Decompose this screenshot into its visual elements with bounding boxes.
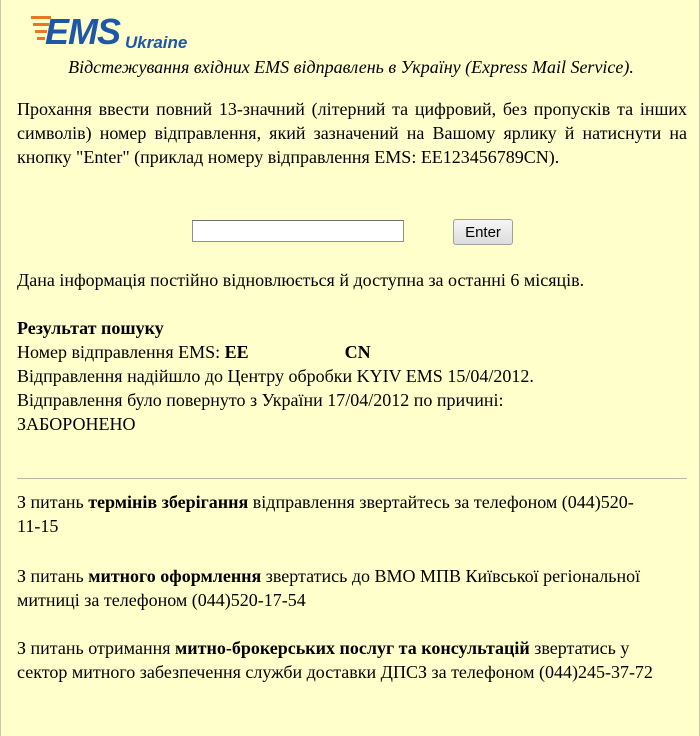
tracking-number-input[interactable] xyxy=(192,220,404,242)
search-form xyxy=(1,219,700,247)
contact-brokerage-pre: З питань отримання xyxy=(17,638,175,658)
info-text: Дана інформація постійно відновлюється й доступна за останні 6 місяців. xyxy=(17,270,585,290)
contact-customs-pre: З питань xyxy=(17,566,89,586)
tracking-number-label: Номер відправлення EMS: xyxy=(17,342,221,362)
enter-button[interactable]: Enter xyxy=(453,219,513,245)
page-subtitle: Відстежування вхідних EMS відправлень в Україну (Express Mail Service). xyxy=(68,57,634,77)
contact-brokerage-topic: митно-брокерських послуг та консультацій xyxy=(174,638,530,658)
return-reason: ЗАБОРОНЕНО xyxy=(17,414,136,434)
tracking-number-prefix: EE xyxy=(224,342,249,362)
status-line-returned: Відправлення було повернуто з України 17/04/2012 по причині: xyxy=(17,390,504,410)
logo-ems-text: EMS xyxy=(45,11,121,52)
instructions-text: Прохання ввести повний 13-значний (літерний та цифровий, без пропусків та інших символів) номер відправлення, який зазначений на Вашому ярлику й натиснути на кнопку "Enter" (приклад номеру відправлення EMS: EE123456789CN). xyxy=(17,99,687,167)
status-line-arrived: Відправлення надійшло до Центру обробки KYIV EMS 15/04/2012. xyxy=(17,366,534,386)
search-results xyxy=(17,316,687,436)
contact-customs-topic: митного оформлення xyxy=(88,566,262,586)
contact-customs xyxy=(17,564,657,612)
contact-storage-topic: термінів зберігання xyxy=(88,492,249,512)
contact-storage-pre: З питань xyxy=(17,492,89,512)
contact-storage xyxy=(17,490,657,538)
logo-ukraine-text: Ukraine xyxy=(125,33,188,52)
contact-storage-post: відправлення звертайтесь за телефоном (044)520-11-15 xyxy=(17,492,634,536)
divider xyxy=(17,478,687,479)
contact-customs-post: звертатись до ВМО МПВ Київської регіональної митниці за телефоном (044)520-17-54 xyxy=(17,566,641,610)
tracking-number-suffix: CN xyxy=(344,342,371,362)
contact-brokerage-post: звертатись у сектор митного забезпечення служби доставки ДПСЗ за телефоном (044)245-37-72 xyxy=(17,638,653,682)
results-heading: Результат пошуку xyxy=(17,318,164,338)
ems-ukraine-logo xyxy=(31,10,201,56)
contact-brokerage xyxy=(17,636,657,684)
